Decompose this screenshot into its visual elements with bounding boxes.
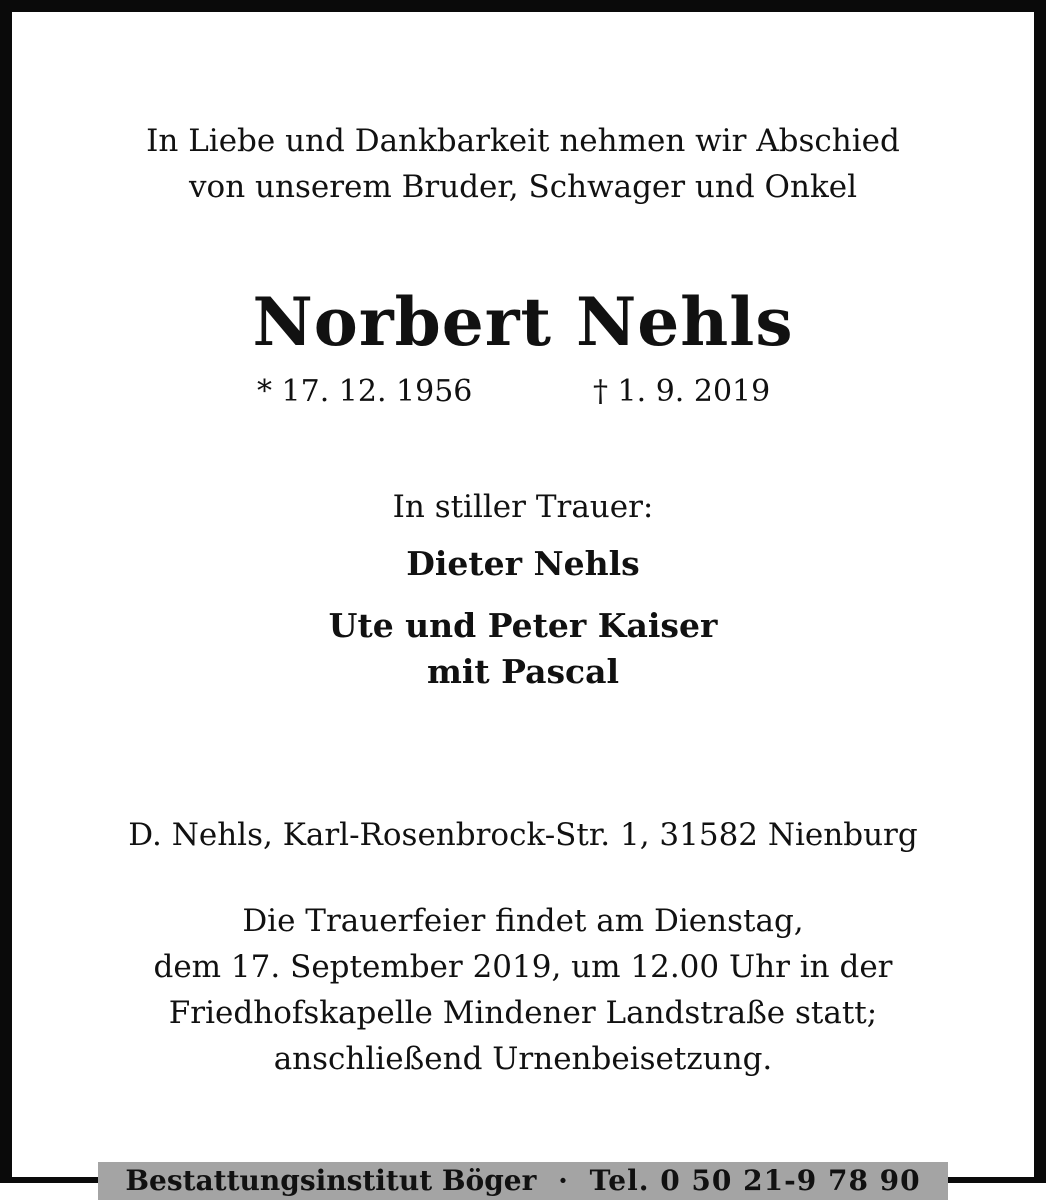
deceased-name: Norbert Nehls xyxy=(252,283,794,361)
intro-line-2: von unserem Bruder, Schwager und Onkel xyxy=(189,169,857,205)
funeral-home-name: Bestattungsinstitut Böger xyxy=(125,1164,537,1197)
intro-line-1: In Liebe und Dankbarkeit nehmen wir Abschied xyxy=(146,123,900,159)
intro-text xyxy=(0,118,1046,210)
funeral-line: Die Trauerfeier findet am Dienstag, xyxy=(242,903,804,939)
funeral-home-phone: Tel. 0 50 21-9 78 90 xyxy=(589,1164,921,1197)
mourner-name: mit Pascal xyxy=(426,652,620,691)
birth-date: * 17. 12. 1956 xyxy=(257,374,473,409)
funeral-info xyxy=(0,898,1046,1082)
funeral-home-banner xyxy=(98,1162,948,1200)
mourning-heading: In stiller Trauer: xyxy=(392,489,654,525)
mourner-name: Dieter Nehls xyxy=(406,544,640,583)
funeral-line: anschließend Urnenbeisetzung. xyxy=(273,1041,773,1077)
separator-dot: · xyxy=(558,1164,568,1197)
funeral-line: dem 17. September 2019, um 12.00 Uhr in der xyxy=(153,949,893,985)
mourner-family xyxy=(0,603,1046,695)
funeral-line: Friedhofskapelle Mindener Landstraße statt; xyxy=(168,995,878,1031)
mourner-name: Ute und Peter Kaiser xyxy=(328,606,718,645)
contact-address: D. Nehls, Karl-Rosenbrock-Str. 1, 31582 Nienburg xyxy=(128,817,918,853)
death-date: † 1. 9. 2019 xyxy=(593,374,771,409)
